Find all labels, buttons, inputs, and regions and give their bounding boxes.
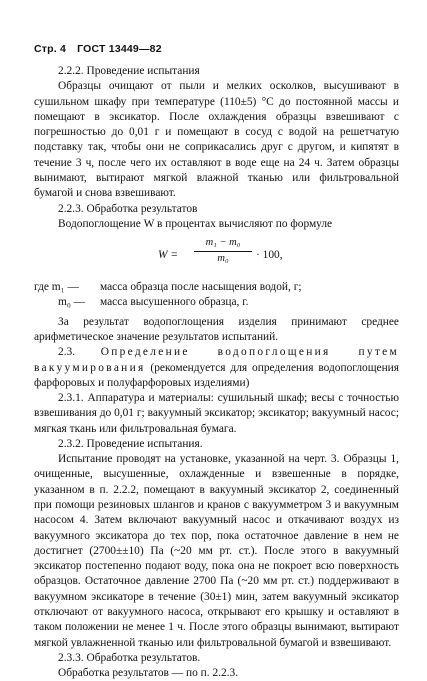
formula-lhs: W = <box>158 249 179 262</box>
section-heading-2-2-3: 2.2.3. Обработка результатов <box>58 202 198 215</box>
definition-symbol: m₀ — <box>58 296 86 309</box>
definition-text: масса образца после насыщения водой, г; <box>100 281 302 294</box>
formula-numerator: m₁ − m₀ <box>194 236 252 252</box>
section-heading-2-3-3: 2.3.3. Обработка результатов. <box>58 651 201 664</box>
standard-code: ГОСТ 13449—82 <box>77 43 162 55</box>
formula-intro: Водопоглощение W в процентах вычисляют по формуле <box>58 217 333 230</box>
section-heading-2-3-2: 2.3.2. Проведение испытания. <box>58 437 203 450</box>
page-header <box>34 42 170 56</box>
definition-text: масса высушенного образца, г. <box>100 296 249 309</box>
definition-row <box>34 280 399 295</box>
paragraph-2-2-2: Образцы очищают от пыли и мелких осколков, высушивают в сушильном шкафу при температуре (110±5) °С до постоянной массы и помещают в эксикатор. После охлаждения образцы взвешивают с погрешностью до 0,01 г и помещают в сосуд с водой на решетчатую подставку так, чтобы они не соприкасались друг с другом, и кипятят в течение 3 ч, после чего их оставляют в воде еще на 24 ч. Затем образцы вынимают, вытирают мягкой влажной тканью или фильтровальной бумагой и снова взвешивают. <box>34 80 399 200</box>
definition-symbol: где m₁ — <box>34 281 79 294</box>
definition-row <box>34 295 399 310</box>
section-title-note: (рекомендуется для определения водопоглощения фарфоровых и полуфарфоровых изделиями) <box>34 361 399 389</box>
result-paragraph: За результат водопоглощения изделия принимают среднее арифметическое значение результатов испытаний. <box>34 315 399 343</box>
formula-rhs: · 100, <box>256 249 283 262</box>
body-text <box>34 64 399 681</box>
section-heading-2-2-2: 2.2.2. Проведение испытания <box>58 65 200 77</box>
formula-denominator: m₀ <box>217 253 229 265</box>
formula-definitions <box>34 280 399 311</box>
section-number: 2.3. <box>58 346 76 359</box>
section-title-spaced: Определение водопоглощения путем вакуумирования <box>34 346 399 374</box>
paragraph-2-3-3: Обработка результатов — по п. 2.2.3. <box>58 667 239 680</box>
water-absorption-formula <box>34 234 399 276</box>
paragraph-2-3-1: 2.3.1. Аппаратура и материалы: сушильный шкаф; весы с точностью взвешивания до 0,01 г; вакуумный эксикатор; эксикатор; вакуумный насос; мягкая ткань или фильтровальная бумага. <box>34 392 399 435</box>
paragraph-2-3-2: Испытание проводят на установке, указанной на черт. 3. Образцы 1, очищенные, высушенные, охлажденные и взвешенные в порядке, указанном в п. 2.2.2, помещают в вакуумный эксикатор 2, соединенный при помощи резиновых шлангов и кранов с вакуумметром 3 и вакуумным насосом 4. Затем включают вакуумный насос и откачивают воздух из вакуумного эксикатора до тех пор, пока остаточное давление в нем не достигнет (2700±±10) Па (~20 мм рт. ст.). После этого в вакуумный эксикатор постепенно подают воду, пока она не покроет всю поверхность образцов. Остаточное давление 2700 Па (~20 мм рт. ст.) поддерживают в вакуумном эксикаторе в течение (30±1) мин, затем вакуумный эксикатор отключают от вакуумного насоса, открывают его крышку и оставляют в таком положении не менее 1 ч. После этого образцы вынимают, вытирают мягкой увлажненной тканью или фильтровальной бумагой и взвешивают. <box>34 453 399 649</box>
formula-fraction <box>194 236 252 266</box>
page-number: Стр. 4 <box>34 43 67 55</box>
section-heading-2-3 <box>34 345 399 391</box>
